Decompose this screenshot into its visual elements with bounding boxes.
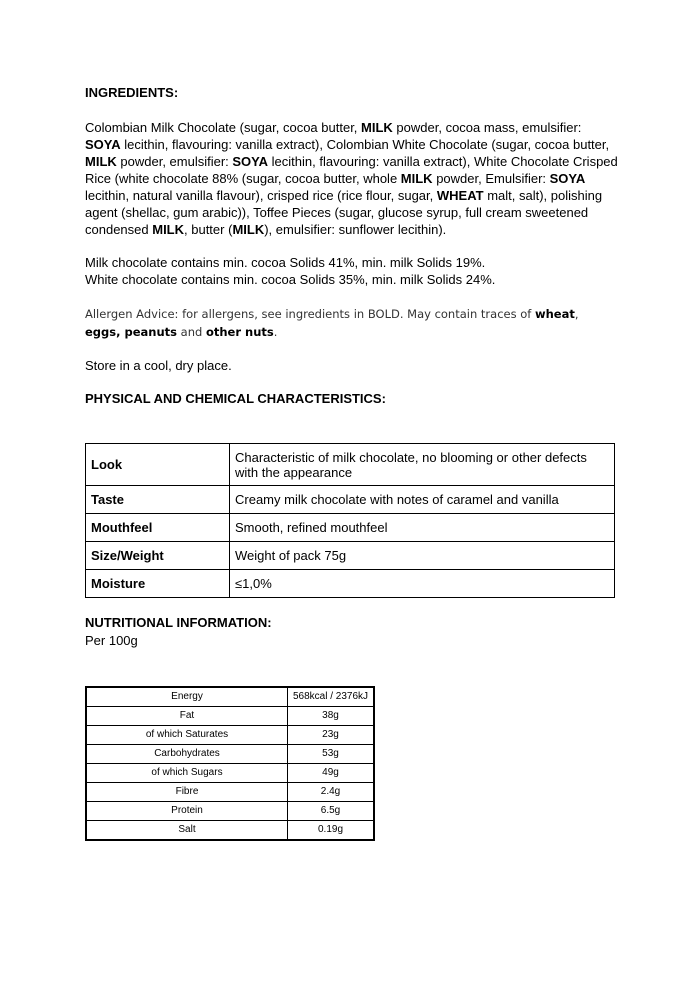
allergen-line [85, 323, 585, 341]
characteristics-table [85, 443, 615, 598]
table-row [86, 802, 374, 821]
text-run: Allergen Advice: for allergens, see ingredients in BOLD. May contain traces of [85, 307, 535, 321]
text-run: condensed [85, 222, 153, 237]
nutrition-table [85, 686, 375, 841]
text-run: lecithin, natural vanilla flavour), crisped rice (rice flour, sugar, [85, 188, 437, 203]
nutrient-value: 568kcal / 2376kJ [288, 687, 375, 707]
table-row [86, 707, 374, 726]
allergen-emphasis: other nuts [205, 325, 274, 339]
table-row [86, 726, 374, 745]
table-row [86, 542, 615, 570]
text-run: malt, salt), polishing [483, 188, 603, 203]
text-run: , butter ( [184, 222, 233, 237]
nutrient-name: Energy [86, 687, 288, 707]
table-row [86, 745, 374, 764]
nutrient-name: Carbohydrates [86, 745, 288, 764]
characteristic-label: Look [86, 444, 230, 486]
ingredients-heading: INGREDIENTS: [85, 85, 179, 100]
table-row [86, 486, 615, 514]
cocoa-solids-info [85, 254, 620, 288]
nutrient-value: 53g [288, 745, 375, 764]
allergen-emphasis: MILK [400, 171, 433, 186]
table-row [86, 514, 615, 542]
allergen-emphasis: eggs, peanuts [85, 325, 177, 339]
allergen-emphasis: wheat [534, 307, 575, 321]
allergen-emphasis: WHEAT [436, 188, 484, 203]
allergen-line [85, 305, 585, 323]
text-run: Colombian Milk Chocolate (sugar, cocoa butter, [85, 120, 362, 135]
nutrient-value: 2.4g [288, 783, 375, 802]
characteristics-heading: PHYSICAL AND CHEMICAL CHARACTERISTICS: [85, 391, 386, 406]
characteristic-label: Mouthfeel [86, 514, 230, 542]
characteristic-value: ≤1,0% [230, 570, 615, 598]
table-row [86, 444, 615, 486]
ingredients-line [85, 119, 620, 136]
nutrient-name: Protein [86, 802, 288, 821]
table-row [86, 570, 615, 598]
characteristic-value: Smooth, refined mouthfeel [230, 514, 615, 542]
allergen-emphasis: MILK [85, 154, 117, 169]
nutrition-heading: NUTRITIONAL INFORMATION: [85, 615, 272, 630]
text-run: and [177, 325, 206, 339]
text-run: ), emulsifier: sunflower lecithin). [264, 222, 447, 237]
allergen-advice [85, 305, 585, 341]
text-run: lecithin, flavouring: vanilla extract), White Chocolate Crisped [268, 154, 618, 169]
text-run: powder, Emulsifier: [432, 171, 550, 186]
nutrient-value: 49g [288, 764, 375, 783]
ingredients-line [85, 221, 620, 238]
text-run: powder, emulsifier: [116, 154, 233, 169]
characteristic-value: Creamy milk chocolate with notes of caramel and vanilla [230, 486, 615, 514]
white-chocolate-solids: White chocolate contains min. cocoa Solids 35%, min. milk Solids 24%. [85, 272, 496, 287]
nutrient-name: Fat [86, 707, 288, 726]
storage-instructions: Store in a cool, dry place. [85, 358, 232, 373]
characteristic-label: Size/Weight [86, 542, 230, 570]
nutrient-name: of which Sugars [86, 764, 288, 783]
allergen-emphasis: SOYA [549, 171, 586, 186]
table-row [86, 783, 374, 802]
text-run: Rice (white chocolate 88% (sugar, cocoa butter, whole [85, 171, 401, 186]
text-run: , [574, 307, 579, 321]
ingredients-line [85, 204, 620, 221]
allergen-emphasis: MILK [361, 120, 393, 135]
characteristic-label: Taste [86, 486, 230, 514]
nutrient-value: 0.19g [288, 821, 375, 841]
table-row [86, 764, 374, 783]
allergen-emphasis: MILK [232, 222, 265, 237]
nutrient-value: 38g [288, 707, 375, 726]
text-run: agent (shellac, gum arabic)), Toffee Pieces (sugar, glucose syrup, full cream sweetened [85, 205, 589, 220]
characteristic-value: Characteristic of milk chocolate, no blooming or other defects with the appearance [230, 444, 615, 486]
table-row [86, 821, 374, 841]
milk-chocolate-solids: Milk chocolate contains min. cocoa Solids 41%, min. milk Solids 19%. [85, 255, 486, 270]
ingredients-line [85, 153, 620, 170]
nutrition-per-basis: Per 100g [85, 633, 138, 648]
ingredients-line [85, 136, 620, 153]
nutrient-value: 23g [288, 726, 375, 745]
ingredients-line [85, 170, 620, 187]
characteristic-label: Moisture [86, 570, 230, 598]
text-run: lecithin, flavouring: vanilla extract), Colombian White Chocolate (sugar, cocoa butter, [120, 137, 610, 152]
text-run: . [273, 325, 278, 339]
nutrient-name: Fibre [86, 783, 288, 802]
nutrient-name: of which Saturates [86, 726, 288, 745]
nutrient-name: Salt [86, 821, 288, 841]
ingredients-line [85, 187, 620, 204]
ingredients-text [85, 119, 620, 238]
nutrient-value: 6.5g [288, 802, 375, 821]
allergen-emphasis: MILK [152, 222, 185, 237]
allergen-emphasis: SOYA [85, 137, 121, 152]
characteristic-value: Weight of pack 75g [230, 542, 615, 570]
allergen-emphasis: SOYA [232, 154, 269, 169]
table-row [86, 687, 374, 707]
text-run: powder, cocoa mass, emulsifier: [392, 120, 582, 135]
